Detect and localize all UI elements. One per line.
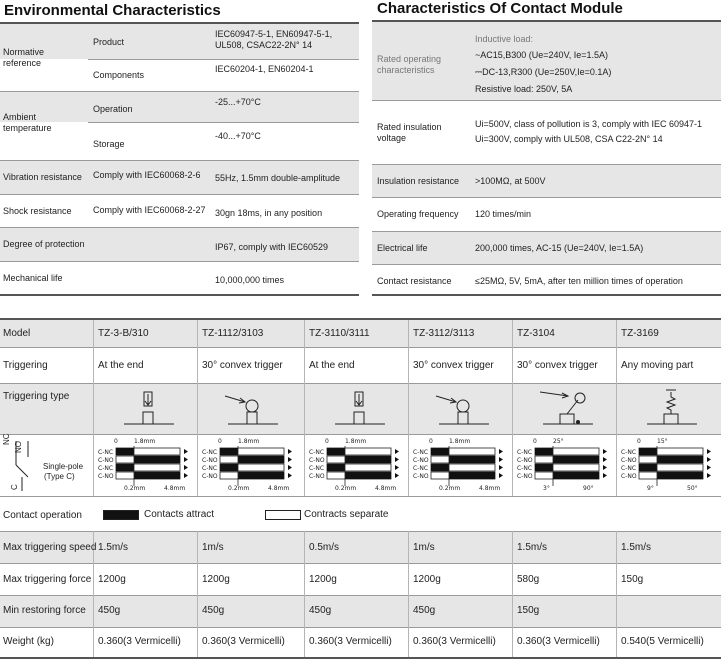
legend-separate-label: Contracts separate — [304, 509, 389, 520]
env-value-components: IEC60204-1, EN60204-1 — [215, 64, 314, 74]
diagram-arrow — [288, 473, 292, 478]
diagram-row-label: C-NO — [202, 457, 218, 464]
contact-electrical-life: 200,000 times, AC-15 (Ue=240V, Ie=1.5A) — [475, 243, 644, 253]
col-model: TZ-1112/3103 — [202, 328, 264, 339]
contact-divider — [372, 231, 721, 232]
env-value-product: IEC60947-5-1, EN60947-5-1, UL508, CSAC22-2N° 14 — [215, 29, 333, 50]
diagram-arrow — [499, 457, 503, 462]
diagram-bottom-mark: 0.2mm — [335, 485, 357, 492]
diagram-arrow — [184, 473, 188, 478]
contact-frequency: 120 times/min — [475, 209, 532, 219]
diagram-arrow — [288, 465, 292, 470]
env-divider — [0, 194, 359, 195]
col-divider — [197, 531, 198, 657]
diagram-row-label: C-NC — [517, 449, 533, 456]
legend-attract-label: Contacts attract — [144, 509, 215, 520]
actuator-icon — [223, 386, 283, 430]
env-sub-components: Components — [93, 70, 145, 80]
contact-divider — [372, 264, 721, 265]
col-model: TZ-3112/3113 — [413, 328, 475, 339]
timing-diagram — [309, 436, 409, 494]
diagram-bar-segment — [639, 448, 657, 455]
col-restore: 450g — [413, 605, 436, 616]
col-weight: 0.360(3 Vermicelli) — [517, 636, 600, 647]
contact-label-insulation-voltage: Rated insulation voltage — [377, 122, 442, 143]
diagram-arrow — [184, 465, 188, 470]
contact-label-electrical-life: Electrical life — [377, 243, 428, 253]
diagram-arrow — [707, 457, 711, 462]
row-label-triggering-type: Triggering type — [3, 391, 70, 402]
col-divider — [616, 531, 617, 657]
col-weight: 0.540(5 Vermicelli) — [621, 636, 704, 647]
col-speed: 1.5m/s — [98, 542, 129, 553]
row-label-weight: Weight (kg) — [3, 636, 54, 647]
diagram-row-label: C-NO — [517, 473, 533, 480]
col-restore: 150g — [517, 605, 540, 616]
timing-diagram — [98, 436, 198, 494]
diagram-bar-segment — [431, 448, 449, 455]
diagram-row-label: C-NC — [413, 449, 429, 456]
switch-c-label: C — [10, 484, 19, 490]
model-divider — [0, 434, 721, 435]
env-value-operation: -25...+70°C — [215, 97, 261, 107]
diagram-row-label: C-NC — [202, 449, 218, 456]
env-divider — [0, 160, 359, 161]
col-speed: 1m/s — [413, 542, 435, 553]
col-triggering: 30° convex trigger — [517, 360, 598, 371]
diagram-arrow — [288, 457, 292, 462]
diagram-row-label: C-NO — [98, 457, 114, 464]
contact-label-rated-op: Rated operating characteristics — [377, 54, 442, 75]
diagram-bar-segment — [238, 456, 284, 463]
diagram-row-label: C-NC — [621, 465, 637, 472]
diagram-bar-segment — [327, 464, 345, 471]
env-label-protection: Degree of protection — [3, 239, 85, 249]
model-divider — [0, 496, 721, 497]
col-model: TZ-3169 — [621, 328, 659, 339]
diagram-top-mark: 1.8mm — [345, 438, 367, 445]
diagram-bar-segment — [553, 472, 599, 479]
env-label-normative: Normative reference — [3, 47, 45, 68]
col-force: 1200g — [98, 574, 126, 585]
diagram-bar-segment — [449, 472, 495, 479]
env-value-storage: -40...+70°C — [215, 131, 261, 141]
col-divider — [304, 320, 305, 496]
switch-pole-label: Single-pole — [43, 462, 84, 471]
col-triggering: At the end — [98, 360, 144, 371]
env-value-mechanical: 10,000,000 times — [215, 275, 285, 285]
timing-diagram — [517, 436, 617, 494]
diagram-row-label: C-NO — [413, 473, 429, 480]
diagram-arrow — [707, 465, 711, 470]
env-bottom-rule — [0, 294, 359, 296]
contact-rated-op-l3: ⎓DC-13,R300 (Ue=250V,Ie=0.1A) — [475, 67, 612, 77]
diagram-top-mark: 1.8mm — [134, 438, 156, 445]
diagram-top-zero: 0 — [637, 438, 641, 445]
timing-diagram — [621, 436, 721, 494]
diagram-bar-segment — [345, 456, 391, 463]
diagram-top-mark: 15° — [657, 438, 668, 445]
contact-label-insulation-resistance: Insulation resistance — [377, 176, 460, 186]
diagram-arrow — [603, 449, 607, 454]
actuator-icon — [330, 386, 390, 430]
diagram-bar-segment — [639, 464, 657, 471]
contact-label-contact-resistance: Contact resistance — [377, 276, 452, 286]
diagram-bar-segment — [449, 456, 495, 463]
diagram-bar-segment — [134, 456, 180, 463]
env-label-ambient: Ambient temperature — [3, 112, 52, 133]
col-restore: 450g — [202, 605, 225, 616]
diagram-row-label: C-NC — [413, 465, 429, 472]
diagram-row-label: C-NO — [309, 473, 325, 480]
row-label-restore: Min restoring force — [3, 605, 86, 616]
model-top-rule — [0, 318, 721, 320]
contact-divider — [372, 164, 721, 165]
col-weight: 0.360(3 Vermicelli) — [98, 636, 181, 647]
col-speed: 1m/s — [202, 542, 224, 553]
env-divider — [88, 59, 359, 60]
col-force: 1200g — [202, 574, 230, 585]
diagram-bottom-mark: 0.2mm — [439, 485, 461, 492]
env-divider — [0, 261, 359, 262]
contact-divider — [372, 100, 721, 101]
col-triggering: Any moving part — [621, 360, 694, 371]
env-sub-product: Product — [93, 37, 125, 47]
contact-title: Characteristics Of Contact Module — [377, 0, 623, 17]
diagram-bottom-end: 90° — [583, 485, 594, 492]
col-divider — [93, 320, 94, 496]
diagram-bottom-mark: 3° — [543, 485, 550, 492]
diagram-bar-segment — [431, 464, 449, 471]
col-force: 150g — [621, 574, 644, 585]
col-triggering: 30° convex trigger — [202, 360, 283, 371]
diagram-bar-segment — [134, 472, 180, 479]
env-divider — [0, 227, 359, 228]
col-weight: 0.360(3 Vermicelli) — [309, 636, 392, 647]
col-divider — [512, 531, 513, 657]
diagram-top-mark: 25° — [553, 438, 564, 445]
env-value-protection: IP67, comply with IEC60529 — [215, 242, 329, 252]
diagram-row-label: C-NO — [621, 473, 637, 480]
diagram-arrow — [603, 457, 607, 462]
diagram-arrow — [395, 465, 399, 470]
contact-insulation-voltage-l2: Ui=300V, comply with UL508, CSA C22-2N° 14 — [475, 134, 663, 144]
env-value-shock: 30gn 18ms, in any position — [215, 208, 323, 218]
diagram-top-zero: 0 — [114, 438, 118, 445]
contact-divider — [372, 197, 721, 198]
diagram-top-zero: 0 — [218, 438, 222, 445]
diagram-bottom-mark: 9° — [647, 485, 654, 492]
col-model: TZ-3-B/310 — [98, 328, 149, 339]
diagram-bar-segment — [327, 448, 345, 455]
col-model: TZ-3104 — [517, 328, 555, 339]
env-sub-shock: Comply with IEC60068-2-27 — [93, 205, 206, 215]
model-divider — [0, 595, 721, 596]
row-label-model: Model — [3, 328, 31, 339]
row-label-force: Max triggering force — [3, 574, 92, 585]
diagram-bar-segment — [116, 464, 134, 471]
timing-diagram — [202, 436, 302, 494]
env-divider — [88, 122, 359, 123]
diagram-bar-segment — [220, 448, 238, 455]
diagram-bottom-end: 4.8mm — [268, 485, 290, 492]
col-speed: 1.5m/s — [621, 542, 652, 553]
diagram-arrow — [395, 449, 399, 454]
col-triggering: At the end — [309, 360, 355, 371]
env-label-mechanical: Mechanical life — [3, 273, 63, 283]
diagram-bottom-end: 50° — [687, 485, 698, 492]
diagram-row-label: C-NC — [517, 465, 533, 472]
col-force: 1200g — [413, 574, 441, 585]
diagram-row-label: C-NC — [98, 465, 114, 472]
col-force: 1200g — [309, 574, 337, 585]
actuator-icon — [434, 386, 494, 430]
diagram-top-zero: 0 — [533, 438, 537, 445]
env-title: Environmental Characteristics — [4, 2, 221, 19]
env-value-vibration: 55Hz, 1.5mm double-amplitude — [215, 173, 341, 183]
env-sub-vibration: Comply with IEC60068-2-6 — [93, 170, 201, 180]
diagram-bar-segment — [220, 464, 238, 471]
legend-attract-swatch — [103, 510, 139, 520]
diagram-bottom-end: 4.8mm — [479, 485, 501, 492]
row-label-triggering: Triggering — [3, 360, 48, 371]
diagram-bottom-end: 4.8mm — [375, 485, 397, 492]
diagram-arrow — [603, 465, 607, 470]
diagram-bar-segment — [553, 456, 599, 463]
col-speed: 0.5m/s — [309, 542, 340, 553]
contact-rated-op-l1: Inductive load: — [475, 34, 534, 44]
diagram-arrow — [707, 449, 711, 454]
env-sub-operation: Operation — [93, 104, 133, 114]
diagram-top-zero: 0 — [429, 438, 433, 445]
switch-no-label: NO — [14, 441, 23, 453]
contact-bottom-rule — [372, 294, 721, 296]
model-divider — [0, 563, 721, 564]
contact-insulation-voltage-l1: Ui=500V, class of pollution is 3, comply with IEC 60947-1 — [475, 119, 703, 129]
diagram-bar-segment — [535, 464, 553, 471]
env-label-shock: Shock resistance — [3, 206, 72, 216]
timing-diagram — [413, 436, 513, 494]
col-restore: 450g — [98, 605, 121, 616]
contact-rated-op-l2: ~AC15,B300 (Ue=240V, Ie=1.5A) — [475, 50, 609, 60]
switch-nc-label: NC — [2, 433, 11, 445]
row-label-contact-operation: Contact operation — [3, 510, 82, 521]
contact-label-frequency: Operating frequency — [377, 209, 459, 219]
diagram-top-zero: 0 — [325, 438, 329, 445]
switch-type-label: (Type C) — [44, 472, 75, 481]
diagram-row-label: C-NO — [309, 457, 325, 464]
contact-contact-resistance: ≤25MΩ, 5V, 5mA, after ten million times of operation — [475, 276, 683, 286]
diagram-bar-segment — [657, 472, 703, 479]
diagram-row-label: C-NC — [309, 465, 325, 472]
diagram-row-label: C-NO — [517, 457, 533, 464]
diagram-arrow — [707, 473, 711, 478]
col-weight: 0.360(3 Vermicelli) — [202, 636, 285, 647]
diagram-arrow — [603, 473, 607, 478]
diagram-row-label: C-NO — [98, 473, 114, 480]
contact-rated-op-l4: Resistive load: 250V, 5A — [475, 84, 573, 94]
diagram-bottom-end: 4.8mm — [164, 485, 186, 492]
diagram-arrow — [499, 449, 503, 454]
model-divider — [0, 531, 721, 532]
contact-insulation-resistance: >100MΩ, at 500V — [475, 176, 546, 186]
col-speed: 1.5m/s — [517, 542, 548, 553]
diagram-bar-segment — [345, 472, 391, 479]
diagram-arrow — [184, 449, 188, 454]
env-divider — [0, 91, 359, 92]
col-force: 580g — [517, 574, 540, 585]
diagram-arrow — [499, 473, 503, 478]
diagram-bar-segment — [535, 448, 553, 455]
actuator-icon — [119, 386, 179, 430]
col-model: TZ-3110/3111 — [309, 328, 370, 339]
diagram-row-label: C-NC — [621, 449, 637, 456]
diagram-top-mark: 1.8mm — [238, 438, 260, 445]
diagram-row-label: C-NC — [202, 465, 218, 472]
diagram-arrow — [184, 457, 188, 462]
col-restore: 450g — [309, 605, 332, 616]
actuator-icon — [642, 386, 702, 430]
diagram-row-label: C-NC — [309, 449, 325, 456]
diagram-bar-segment — [116, 448, 134, 455]
col-divider — [304, 531, 305, 657]
model-divider — [0, 347, 721, 348]
diagram-row-label: C-NO — [621, 457, 637, 464]
diagram-arrow — [395, 457, 399, 462]
col-divider — [408, 531, 409, 657]
diagram-bottom-mark: 0.2mm — [124, 485, 146, 492]
diagram-arrow — [499, 465, 503, 470]
diagram-arrow — [395, 473, 399, 478]
col-weight: 0.360(3 Vermicelli) — [413, 636, 496, 647]
diagram-row-label: C-NO — [413, 457, 429, 464]
diagram-bottom-mark: 0.2mm — [228, 485, 250, 492]
diagram-top-mark: 1.8mm — [449, 438, 471, 445]
actuator-icon — [538, 386, 598, 430]
model-divider — [0, 627, 721, 628]
row-label-speed: Max triggering speed — [3, 542, 97, 553]
col-triggering: 30° convex trigger — [413, 360, 494, 371]
diagram-arrow — [288, 449, 292, 454]
diagram-bar-segment — [657, 456, 703, 463]
env-sub-storage: Storage — [93, 139, 125, 149]
model-divider — [0, 383, 721, 384]
diagram-row-label: C-NC — [98, 449, 114, 456]
legend-separate-swatch — [265, 510, 301, 520]
env-label-vibration: Vibration resistance — [3, 172, 82, 182]
diagram-bar-segment — [238, 472, 284, 479]
diagram-row-label: C-NO — [202, 473, 218, 480]
